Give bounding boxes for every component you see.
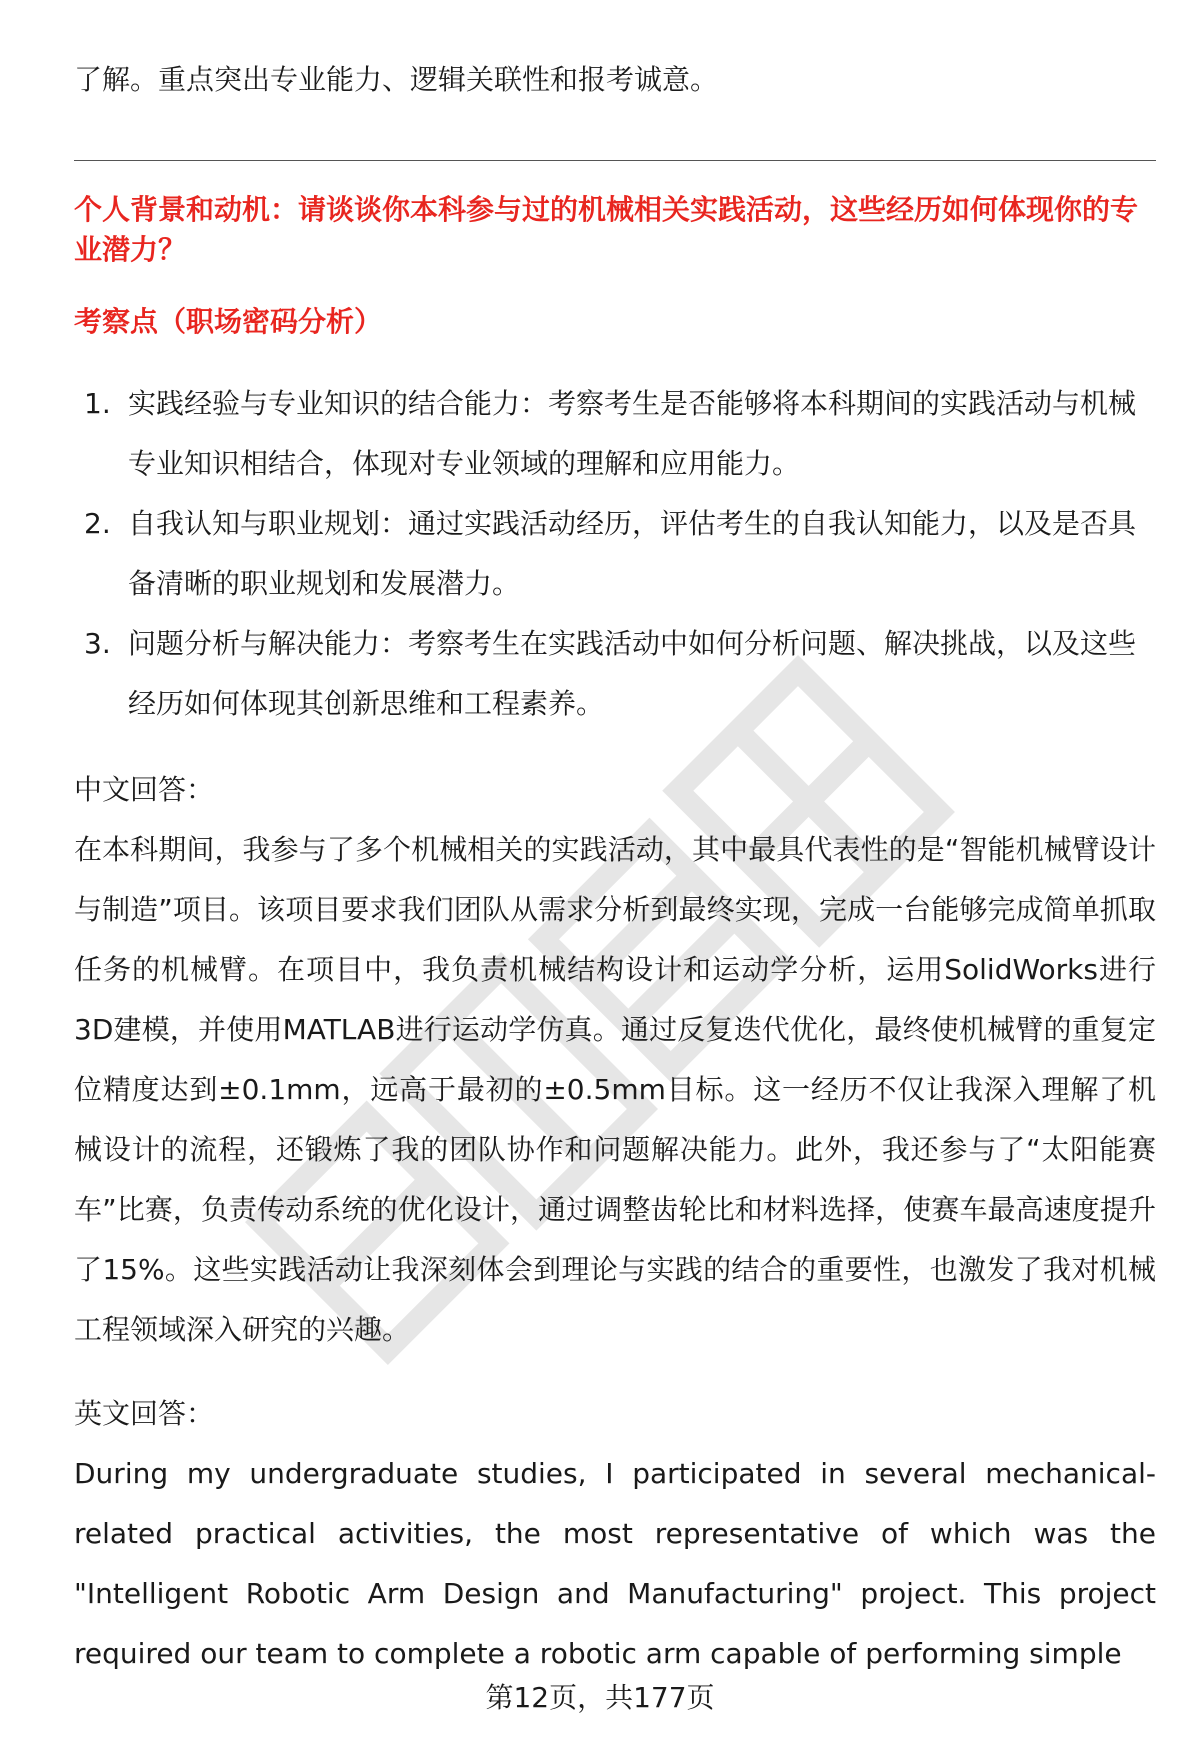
point-text: 问题分析与解决能力：考察考生在实践活动中如何分析问题、解决挑战，以及这些经历如何体现其创新思维和工程素养。 bbox=[128, 627, 1137, 720]
page-footer: 第12页，共177页 bbox=[485, 1681, 715, 1714]
intro-text: 了解。重点突出专业能力、逻辑关联性和报考诚意。 bbox=[74, 63, 719, 96]
english-answer-label: 英文回答： bbox=[74, 1397, 215, 1430]
section-divider bbox=[74, 160, 1156, 161]
point-number: 2. bbox=[84, 507, 111, 540]
point-number: 3. bbox=[84, 627, 111, 660]
document-page bbox=[74, 0, 1156, 1755]
english-answer-text: During my undergraduate studies, I participated in several mechanical-related practical activities, the most representative of which was the "Intelligent Robotic Arm Design and Manufacturing" project. This project required our team to complete a robotic arm capable of performing simple bbox=[74, 1457, 1156, 1670]
chinese-answer-text: 在本科期间，我参与了多个机械相关的实践活动，其中最具代表性的是“智能机械臂设计与制造”项目。该项目要求我们团队从需求分析到最终实现，完成一台能够完成简单抓取任务的机械臂。在项目中，我负责机械结构设计和运动学分析，运用SolidWorks进行3D建模，并使用MATLAB进行运动学仿真。通过反复迭代优化，最终使机械臂的重复定位精度达到±0.1mm，远高于最初的±0.5mm目标。这一经历不仅让我深入理解了机械设计的流程，还锻炼了我的团队协作和问题解决能力。此外，我还参与了“太阳能赛车”比赛，负责传动系统的优化设计，通过调整齿轮比和材料选择，使赛车最高速度提升了15%。这些实践活动让我深刻体会到理论与实践的结合的重要性，也激发了我对机械工程领域深入研究的兴趣。 bbox=[74, 833, 1156, 1346]
examine-point bbox=[74, 494, 1156, 614]
question-heading: 个人背景和动机：请谈谈你本科参与过的机械相关实践活动，这些经历如何体现你的专业潜力？ bbox=[74, 193, 1139, 266]
point-number: 1. bbox=[84, 387, 111, 420]
chinese-answer-label: 中文回答： bbox=[74, 773, 215, 806]
point-text: 自我认知与职业规划：通过实践活动经历，评估考生的自我认知能力，以及是否具备清晰的职业规划和发展潜力。 bbox=[128, 507, 1137, 600]
examine-heading: 考察点（职场密码分析） bbox=[74, 305, 383, 338]
examine-points-list bbox=[74, 374, 1156, 734]
point-text: 实践经验与专业知识的结合能力：考察考生是否能够将本科期间的实践活动与机械专业知识相结合，体现对专业领域的理解和应用能力。 bbox=[128, 387, 1137, 480]
examine-point bbox=[74, 614, 1156, 734]
examine-point bbox=[74, 374, 1156, 494]
